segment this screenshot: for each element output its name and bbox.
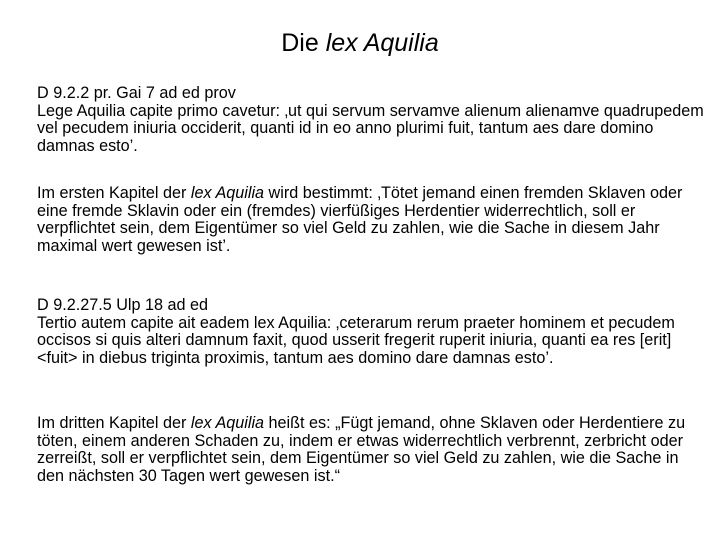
passage-2-latin: Tertio autem capite ait eadem lex Aquilia: ‚ceterarum rerum praeter hominem et pecudem occisos si quis alteri damnum faxit, quod usserit fregerit ruperit iniuria, quanti ea res [erit] <fuit> in diebus triginta proximis, tantum aes domino dare damnas esto’. [37,313,675,367]
passage-2-citation: D 9.2.27.5 Ulp 18 ad ed [37,296,208,314]
translation-1 [37,185,709,255]
passage-1-latin: Lege Aquilia capite primo cavetur: ‚ut qui servum servamve alienum alienamve quadrupedem vel pecudem iniuria occiderit, quanti id in eo anno plurimi fuit, tantum aes dare domino damnas esto’. [37,101,704,155]
translation-1-before: Im ersten Kapitel der [37,184,191,202]
translation-2-after: heißt es: „Fügt jemand, ohne Sklaven oder Herdentiere zu töten, einem anderen Schaden zu, indem er etwas widerrechtlich verbrennt, zerbricht oder zerreißt, soll er verpflichtet sein, dem Eigentümer so viel Geld zu zahlen, wie die Sache in den nächsten 30 Tagen wert gewesen ist.“ [37,414,686,485]
slide-title [0,28,720,58]
title-italic: lex Aquilia [325,29,439,57]
translation-2-italic: lex Aquilia [190,414,265,432]
title-prefix: Die [281,29,326,57]
passage-1-citation: D 9.2.2 pr. Gai 7 ad ed prov [37,84,236,102]
translation-1-italic: lex Aquilia [190,184,265,202]
translation-1-text [37,185,709,255]
translation-2-before: Im dritten Kapitel der [37,414,191,432]
translation-1-after: wird bestimmt: ‚Tötet jemand einen fremden Sklaven oder eine fremde Sklavin oder ein (fremdes) vierfüßiges Herdentier widerrechtlich, soll er verpflichtet sein, dem Eigentümer so viel Geld zu zahlen, wie die Sache in diesem Jahr maximal wert gewesen ist’. [37,184,683,255]
passage-1 [37,85,709,155]
translation-2 [37,415,709,485]
translation-2-text [37,415,709,485]
passage-2 [37,297,709,367]
